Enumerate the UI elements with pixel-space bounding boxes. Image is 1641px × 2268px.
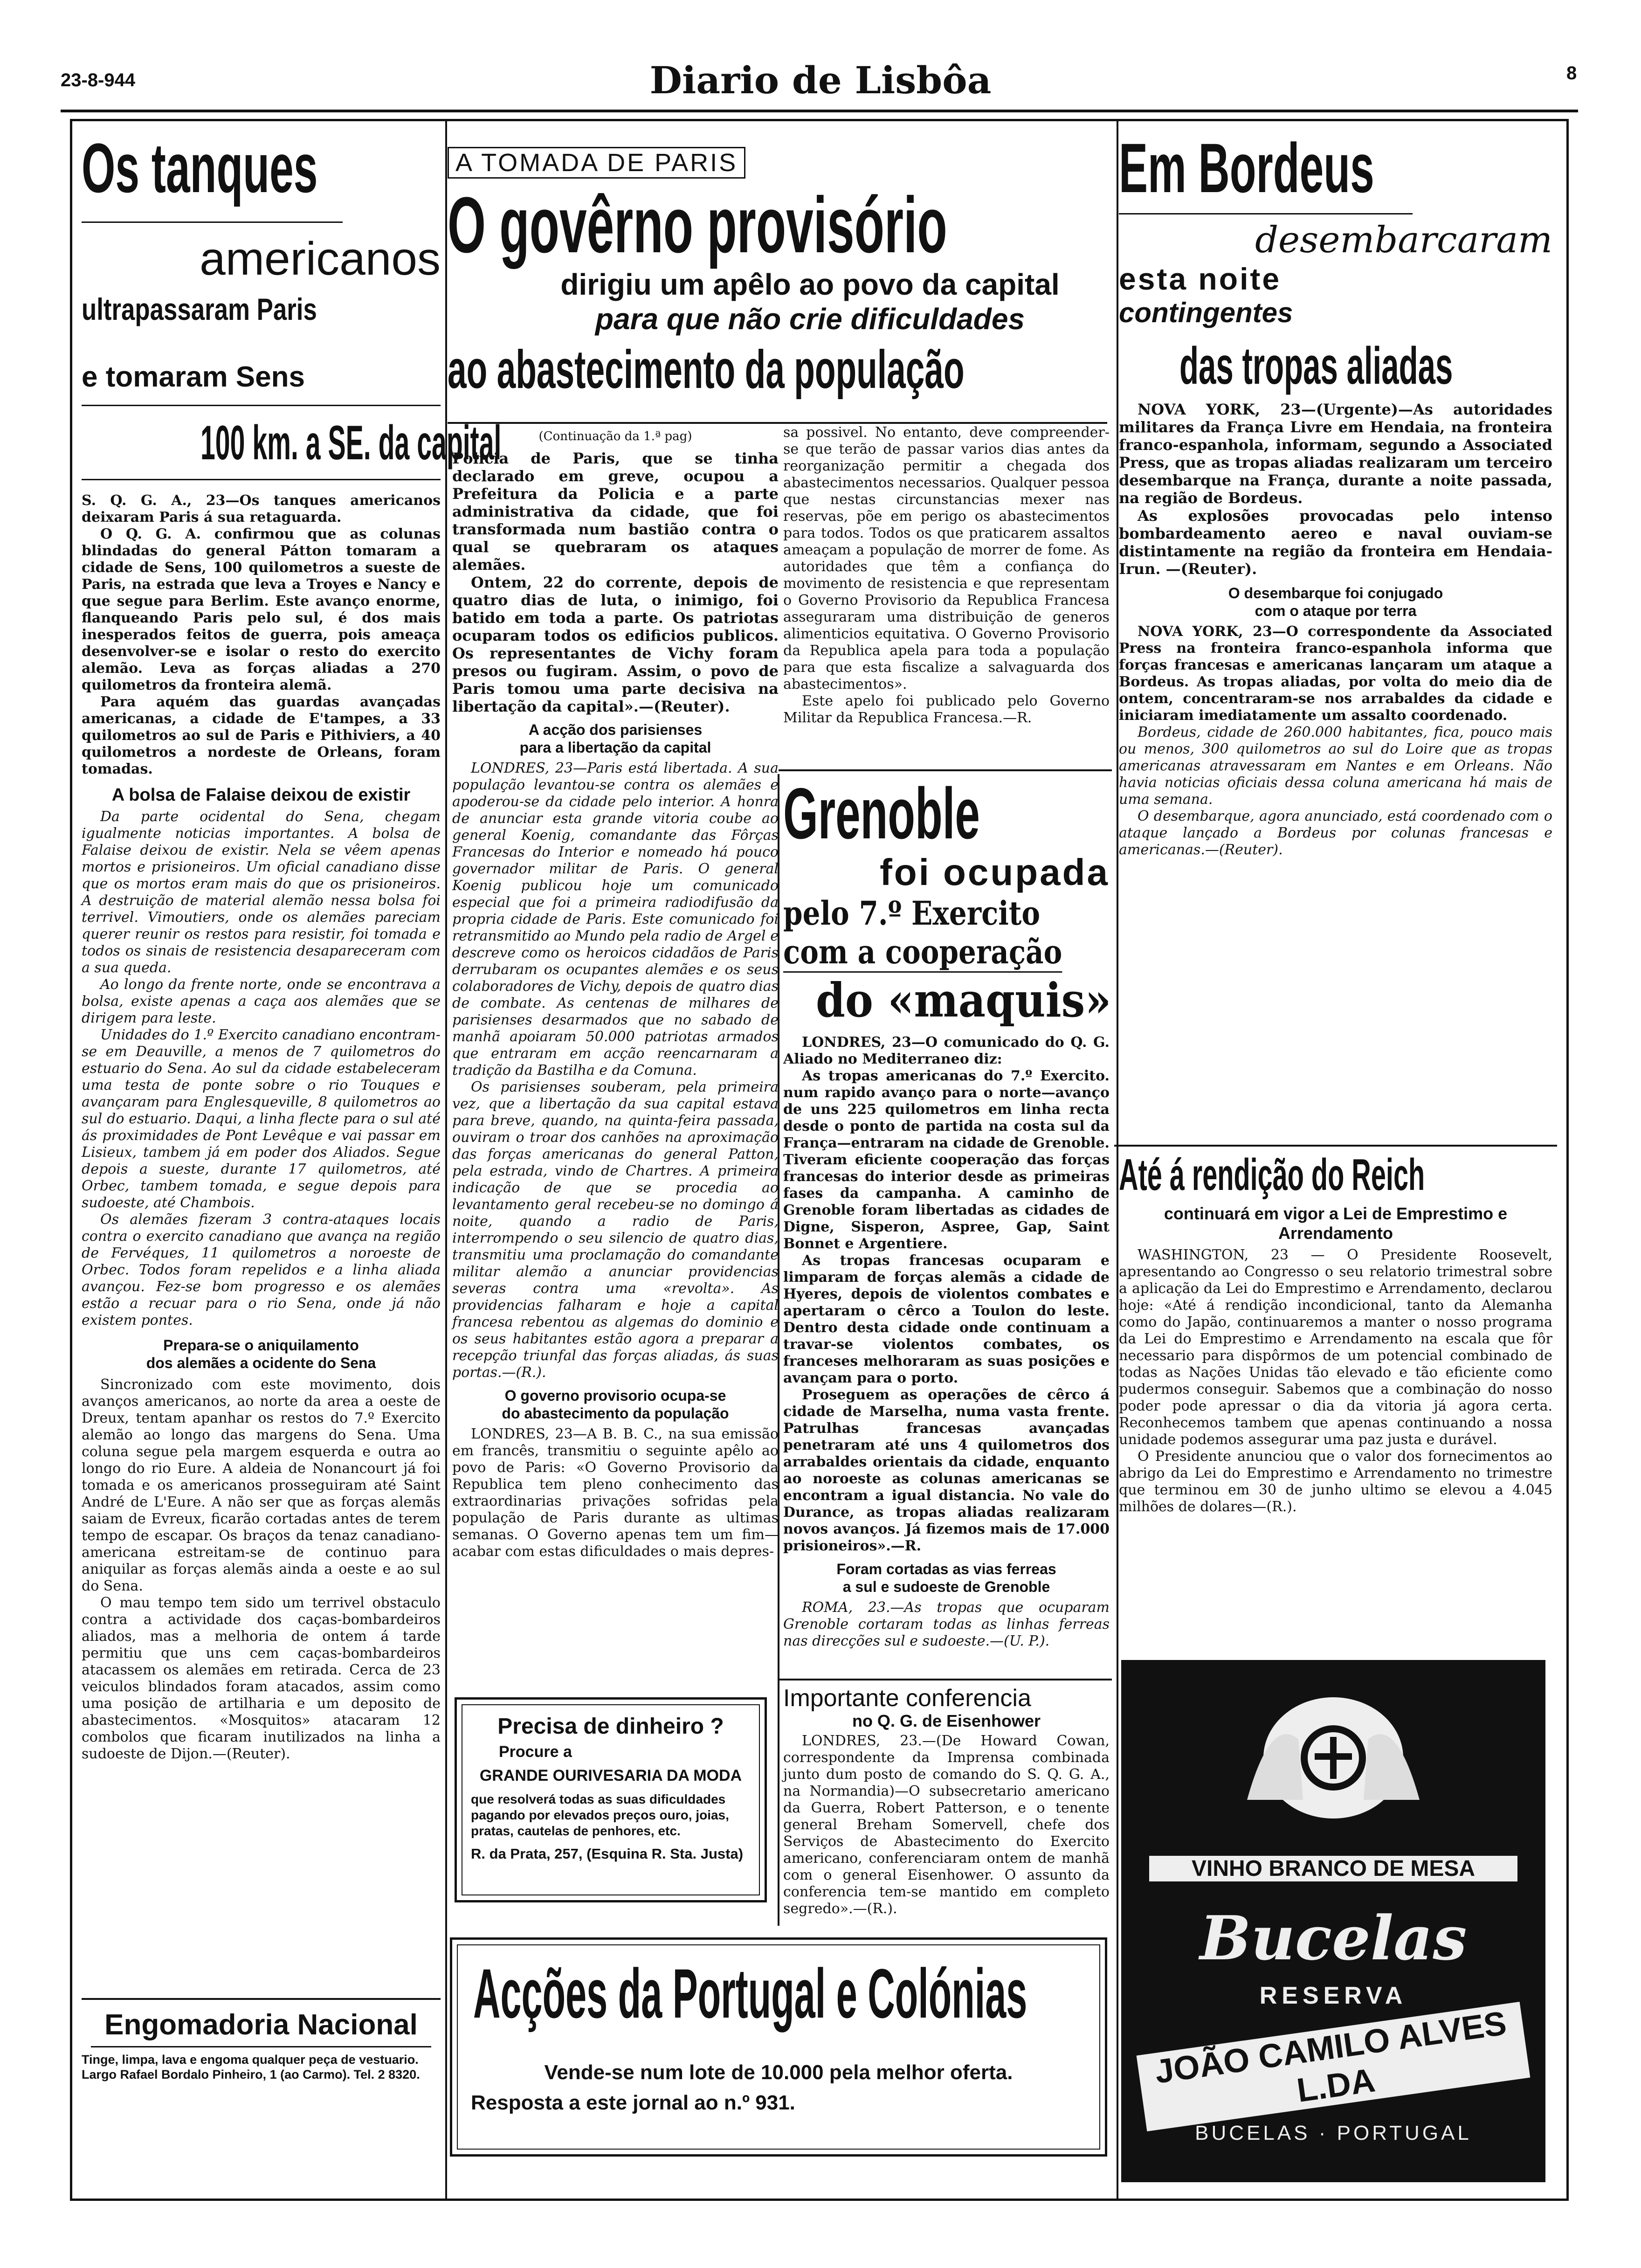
ad-engomadoria [82, 1998, 441, 2082]
article-paragraph: Bordeus, cidade de 260.000 habitantes, fica, pouco mais ou menos, 300 quilometros ao sul do Loire que as tropas americanas atravessaram em Nantes e em Orleans. Não havia noticias oficiais dessa coluna americana há mais de uma semana. [1119, 724, 1552, 808]
ad-engomadoria-text: Tinge, limpa, lava e engoma qualquer peça de vestuario. Largo Rafael Bordalo Pinheiro, 1 (ao Carmo). Tel. 2 8320. [82, 2053, 420, 2081]
ad-ourivesaria-content [471, 1714, 751, 1862]
continuation-note: (Continuação da 1.ª pag) [538, 429, 692, 443]
article-paragraph: Para aquém das guardas avançadas americanas, a cidade de E'tampes, a 33 quilometros ao sul de Paris e Pithiviers, a 40 quilometros a nordeste de Orleans, foram tomadas. [82, 694, 441, 777]
ad-bucelas-reserva: RESERVA [1259, 1982, 1407, 2009]
headline-tanques-4: e tomaram Sens [82, 361, 305, 393]
headline-grenoble-5: do «maquis» [816, 973, 1111, 1028]
article-paragraph: NOVA YORK, 23—O correspondente da Associated Press na fronteira franco-espanhola informa que forças francesas e americanas lançaram um ataque a Bordeus. As tropas aliadas, por volta do meio dia de ontem, concentraram-se nos arrabaldes da cidade e iniciaram imediatamente um assalto coordenado. [1119, 623, 1552, 724]
ad-bucelas [1121, 1660, 1545, 2182]
ad-ourivesaria-store: GRANDE OURIVESARIA DA MODA [479, 1767, 742, 1784]
coat-of-arms-icon [1228, 1688, 1438, 1828]
ad-accoes-line1: Vende-se num lote de 10.000 pela melhor oferta. [544, 2061, 1013, 2084]
article-paragraph: LONDRES, 23.—(De Howard Cowan, correspondente da Imprensa combinada junto dum posto de comando do S. Q. G. A., na Normandia)—O subsecretario americano da Guerra, Robert Patterson, e o tenente general Breham Somervell, chefe dos Serviços de Abastecimento do Exercito americano, conferenciaram ontem de manhã com o general Eisenhower. O assunto da conferencia tem-se mantido em completo segredo».—(R.). [783, 1733, 1110, 1917]
section-heading: dos alemães a ocidente do Sena [146, 1355, 376, 1371]
column-rule-3 [1117, 121, 1118, 2199]
headline-bordeus-5: das tropas aliadas [1179, 337, 1453, 395]
section-heading: Prepara-se o aniquilamento [163, 1337, 359, 1354]
section-heading: A bolsa de Falaise deixou de existir [111, 785, 411, 805]
headline-reich-1: Até á rendição do Reich [1119, 1150, 1425, 1200]
edition-date: 23-8-944 [61, 70, 136, 90]
article-bordeus [1119, 129, 1552, 858]
headline-tanques-5: 100 km. a SE. da capital [200, 416, 502, 470]
page-number: 8 [1566, 63, 1577, 83]
kicker-label: A TOMADA DE PARIS [448, 147, 745, 179]
conferencia-rule [779, 1679, 1112, 1680]
headline-bordeus-1: Em Bordeus [1119, 129, 1374, 207]
column-rule-2 [778, 774, 779, 1926]
article-paragraph: Este apelo foi publicado pelo Governo Militar da Republica Francesa.—R. [783, 693, 1110, 726]
grenoble-rule [779, 769, 1112, 771]
headline-conferencia-2: no Q. G. de Eisenhower [852, 1711, 1041, 1730]
headline-bordeus-4: contingentes [1119, 297, 1293, 328]
headline-tanques-2: americanos [200, 233, 441, 285]
article-paragraph: Proseguem as operações de cêrco á cidade de Marselha, numa vasta frente. Patrulhas francesas avançadas penetraram até uns 4 quilometros dos arrabaldes orientais da cidade, enquanto ao noroeste as colunas americanas se encontram a igual distancia. No vale do Durance, as tropas aliadas realizaram novos avanços. Já fizemos mais de 17.000 prisioneiros».—R. [783, 1387, 1110, 1554]
section-heading: O desembarque foi conjugado [1228, 585, 1443, 602]
headline-rule [82, 221, 343, 223]
article-paris-continued [783, 424, 1110, 726]
article-paragraph: Ontem, 22 do corrente, depois de quatro dias de luta, o inimigo, foi batido em toda a parte. Os patriotas ocuparam todos os edificios publicos. Os representantes de Vichy foram presos ou fugiram. Assim, o povo de Paris tomou uma parte decisiva na libertação da capital».—(Reuter). [452, 574, 779, 715]
headline-reich-2: continuará em vigor a Lei de Emprestimo e Arrendamento [1164, 1204, 1508, 1243]
ad-ourivesaria-text: que resolverá todas as suas dificuldades pagando por elevados preços ouro, joias, pratas, cautelas de penhores, etc. [471, 1792, 729, 1838]
ad-accoes-line2: Resposta a este jornal ao n.º 931. [471, 2091, 795, 2114]
headline-rule-3 [82, 479, 441, 480]
article-reich [1119, 1151, 1552, 1515]
article-paragraph: ROMA, 23.—As tropas que ocuparam Grenoble cortaram todas as linhas ferreas nas direcções sul e sudoeste.—(U. P.). [783, 1599, 1110, 1649]
newspaper-masthead: Diario de Lisbôa [649, 58, 992, 102]
ad-accoes [450, 1937, 1107, 2157]
article-paragraph: As tropas francesas ocuparam e limparam de forças alemãs a cidade de Hyeres, depois de violentos combates e apertaram o cêrco a Toulon do leste. Dentro desta cidade onde continuam a travar-se violentos combates, os franceses melhoraram as suas posições e avançam para o porto. [783, 1252, 1110, 1386]
headline-grenoble-3: pelo 7.º Exercito [783, 894, 1041, 933]
article-paragraph: Policia de Paris, que se tinha declarado em greve, ocupou a Prefeitura da Policia e a parte administrativa da cidade, que foi transformada num bastião contra o qual se quebraram os ataques alemães. [452, 449, 779, 574]
article-tanques [82, 129, 502, 1763]
headline-tanques-3: ultrapassaram Paris [82, 292, 317, 326]
section-heading: Foram cortadas as vias ferreas [836, 1561, 1056, 1577]
headline-grenoble-2: foi ocupada [880, 851, 1110, 893]
article-grenoble [783, 773, 1111, 1650]
headline-paris-3: para que não crie dificuldades [595, 302, 1025, 336]
article-paris-body [452, 428, 779, 1560]
article-paragraph: WASHINGTON, 23 — O Presidente Roosevelt, apresentando ao Congresso o seu relatorio trimestral sobre a aplicação da Lei do Emprestimo e Arrendamento, declarou hoje: «Até á rendição incondicional, tanto da Alemanha como do Japão, continuaremos a manter o nosso programa da Lei do Emprestimo e Arrendamento na escala que fôr necessario para dispôrmos de um potencial combinado de todas as Nações Unidas tão elevado e tão eficiente como pudermos conseguir. Sabemos que a combinação do nosso poder pode apressar o dia da vitoria já agora certa. Reconhecemos tambem que apenas continuando a nossa unidade podemos assegurar uma paz justa e durável. [1119, 1247, 1552, 1448]
article-paragraph: As tropas americanas do 7.º Exercito. num rapido avanço para o norte—avanço de uns 225 quilometros em linha recta desde o ponto de partida na costa sul da França—entraram na cidade de Grenoble. Tiveram eficiente cooperação das forças francesas do interior desde as primeiras fases da campanha. A caminho de Grenoble foram libertadas as cidades de Digne, Sisperon, Aspree, Gap, Saint Bonnet e Argentiere. [783, 1068, 1110, 1252]
ad-engomadoria-title: Engomadoria Nacional [104, 2009, 418, 2041]
ad-accoes-title: Acções da Portugal e Colónias [473, 1954, 1027, 2033]
section-heading: O governo provisorio ocupa-se [504, 1387, 726, 1404]
ad-ourivesaria-address: R. da Prata, 257, (Esquina R. Sta. Justa) [471, 1846, 744, 1862]
section-heading: para a libertação da capital [519, 739, 711, 756]
ad-bucelas-place: BUCELAS · PORTUGAL [1195, 2122, 1472, 2144]
article-paragraph: NOVA YORK, 23—(Urgente)—As autoridades militares da França Livre em Hendaia, na fronteira franco-espanhola, informam, segundo a Associated Press, que as tropas aliadas realizaram um terceiro desembarque na França, durante a noite passada, na região de Bordeus. [1119, 401, 1552, 507]
ad-bucelas-maker: JOÃO CAMILO ALVES L.DA [1137, 2002, 1531, 2131]
paris-header-rule [448, 422, 1107, 424]
article-paragraph: Unidades do 1.º Exercito canadiano encontram-se em Deauville, a menos de 7 quilometros do estuario do Sena. Ao sul da cidade estabeleceram uma testa de ponte sobre o rio Touques e avançaram para Englesqueville, 8 quilometros ao sul do estuario. Daqui, a linha flecte para o sul até ás proximidades de Pont Levêque e vai passar em Lisieux, tambem já em poder dos Aliados. Segue depois a sueste, durante 17 quilometros, até Orbec, tambem tomada, e segue depois para sudoeste, até Chambois. [82, 1027, 441, 1211]
headline-paris-1: O govêrno provisório [448, 181, 947, 270]
section-heading: com o ataque por terra [1255, 602, 1417, 619]
section-heading: a sul e sudoeste de Grenoble [842, 1578, 1050, 1595]
article-paragraph: O Q. G. A. confirmou que as colunas blindadas do general Pátton tomaram a cidade de Sens, 100 quilometros a sueste de Paris, na estrada que leva a Troyes e Nancy e que segue para Berlim. Este avanço enorme, flanqueando Paris pelo sul, é dos mais inesperados feitos de guerra, pois ameaça desenvolver-se e isolar o resto do exercito alemão. Leva as forças aliadas a 270 quilometros da fronteira alemã. [82, 526, 441, 693]
article-paragraph: O Presidente anunciou que o valor dos fornecimentos ao abrigo da Lei do Emprestimo e Arrendamento no trimestre que terminou em 30 de junho ultimo se elevou a 4.045 milhões de dolares—(R.). [1119, 1448, 1552, 1515]
article-paragraph: LONDRES, 23—O comunicado do Q. G. Aliado no Mediterraneo diz: [783, 1034, 1110, 1067]
headline-rule-2 [82, 405, 441, 406]
ad-rule [91, 2046, 431, 2047]
article-paragraph: O mau tempo tem sido um terrivel obstaculo contra a actividade dos caças-bombardeiros aliados, mas a melhoria de ontem á tarde permitiu que uns cem caças-bombardeiros atacassem os alemães em retirada. Cerca de 23 veiculos blindados foram atacados, assim como uma posição de artilharia e um deposito de abastecimentos. «Mosquitos» atacaram 12 combolos que ficaram inutilizados na linha a sudoeste de Dijon.—(Reuter). [82, 1595, 441, 1762]
ad-ourivesaria-title: Precisa de dinheiro ? [497, 1714, 724, 1739]
headline-paris-4: ao abastecimento da população [448, 339, 965, 400]
article-paragraph: Da parte ocidental do Sena, chegam igualmente noticias importantes. A bolsa de Falaise deixou de existir. Nela se vêem apenas mortos e prisioneiros. Um oficial canadiano disse que os mortos eram mais do que os prisioneiros. A destruição de material alemão nessa bolsa foi terrivel. Vimoutiers, onde os alemães pareciam querer reunir os restos para resistir, foi tomada e todos os sinais de resistencia desapareceram com a sua queda. [82, 809, 441, 976]
headline-rule [1119, 213, 1413, 214]
article-paragraph: O desembarque, agora anunciado, está coordenado com o ataque lançado a Bordeus por colunas francesas e americanas.—(Reuter). [1119, 808, 1552, 858]
article-paragraph: Os alemães fizeram 3 contra-ataques locais contra o exercito canadiano que avança na região de Fervéques, 11 quilometros a noroeste de Orbec. Todos foram repelidos e a linha aliada avançou. Fez-se bom progresso e os alemães estão a recuar para o rio Sena, onde já não existem pontes. [82, 1211, 441, 1328]
article-paragraph: LONDRES, 23—A B. B. C., na sua emissão em francês, transmitiu o seguinte apêlo ao povo de Paris: «O Governo Provisorio da Republica tem pleno conhecimento das extraordinarias privações sofridas pela população de Paris durante as ultimas semanas. O Governo apenas tem um fim—acabar com estas dificuldades o mais depres- [452, 1426, 779, 1560]
article-lead: S. Q. G. A., 23—Os tanques americanos deixaram Paris á sua retaguarda. [82, 492, 441, 526]
ad-ourivesaria [455, 1697, 767, 1902]
section-heading: A acção dos parisienses [528, 721, 703, 738]
headline-conferencia-1: Importante conferencia [783, 1685, 1031, 1712]
article-paragraph: Sincronizado com este movimento, dois avanços americanos, ao norte da area a oeste de Dreux, tentam apanhar os restos do 7.º Exercito alemão ao longo das margens do Sena. Uma coluna segue pela margem esquerda e outra ao longo do rio Eure. A aldeia de Nonancourt já foi tomada e os americanos prosseguiram até Saint André de L'Eure. A não ser que as forças alemãs saiam de Evreux, ficarão cortadas antes de terem tempo de escapar. Os braços da tenaz canadiano-americana estreitam-se de continuo para aniquilar as forças alemãs ainda a oeste e ao sul do Sena. [82, 1376, 441, 1594]
headline-tanques-1: Os tanques [82, 129, 318, 207]
article-conferencia [783, 1684, 1110, 1917]
headline-paris-2: dirigiu um apêlo ao povo da capital [560, 268, 1060, 301]
article-paragraph: sa possivel. No entanto, deve compreender-se que terão de passar varios dias antes da reorganização permitir a chegada dos abastecimentos necessarios. Qualquer pessoa que nestas circunstancias mexer nas reservas, põe em perigo os abastecimentos para todos. Todos os que praticarem assaltos ameaçam a população de morrer de fome. As autoridades que têm a confiança do movimento de resistencia e que representam o Governo Provisorio da Republica Francesa asseguraram uma distribuição de generos alimenticios equitativa. O Governo Provisorio da Republica apela para toda a população para que esta fiscalize a salvaguarda dos abastecimentos». [783, 424, 1110, 692]
masthead-rule [61, 110, 1578, 112]
reich-rule [1114, 1145, 1557, 1147]
headline-bordeus-2: desembarcaram [1255, 219, 1552, 261]
section-heading: do abastecimento da população [502, 1405, 729, 1422]
article-paragraph: As explosões provocadas pelo intenso bombardeamento aereo e naval ouviam-se distintamente na região da fronteira em Hendaia-Irun. —(Reuter). [1119, 507, 1552, 578]
headline-grenoble-4: com a cooperação [783, 933, 1062, 973]
headline-grenoble-1: Grenoble [783, 773, 980, 854]
article-paragraph: Ao longo da frente norte, onde se encontrava a bolsa, existe apenas a caça aos alemães que se dirigem para leste. [82, 976, 441, 1026]
article-paragraph: Os parisienses souberam, pela primeira vez, que a libertação da sua capital estava para breve, quando, na quinta-feira passada, ouviram o troar dos canhões na aproximação das forças americanas do general Patton, pela estrada, vindo de Chartres. A primeira indicação de que se procedia ao levantamento geral recebeu-se no domingo á noite, quando a radio de Paris, interrompendo o seu silencio de quatro dias, transmitiu uma proclamação do comandante militar alemão a anunciar providencias severas contra uma «revolta». As providencias falharam e hoje a capital francesa rebentou as algemas do dominio e os seus habitantes estão agora a preparar a recepção triunfal das forças aliadas, ás suas portas.—(R.). [452, 1079, 779, 1381]
ad-bucelas-brand: Bucelas [1200, 1902, 1467, 1974]
article-paragraph: LONDRES, 23—Paris está libertada. A sua população levantou-se contra os alemães e apoderou-se da cidade pelo interior. A honra de anunciar esta grande vitoria coube ao general Koenig, comandante das Fôrças Francesas do Interior e nomeado há pouco governador militar de Paris. O general Koenig publicou hoje um comunicado especial que foi a primeira radiodifusão da propria cidade de Paris. Este comunicado foi retransmitido ao Mundo pela radio de Argel e descreve como os heroicos cidadãos de Paris derrubaram os ocupantes alemães e os seus colaboradores de Vichy, depois de quatro dias de combate. As centenas de milhares de parisienses desarmados que no sabado de manhã apoiaram 50.000 patriotas armados que entraram em acção reencarnaram a tradição da Bastilha e da Comuna. [452, 760, 779, 1079]
ad-ourivesaria-line: Procure a [499, 1743, 572, 1761]
ad-bucelas-band: VINHO BRANCO DE MESA [1149, 1856, 1517, 1881]
headline-bordeus-3: esta noite [1119, 262, 1282, 296]
